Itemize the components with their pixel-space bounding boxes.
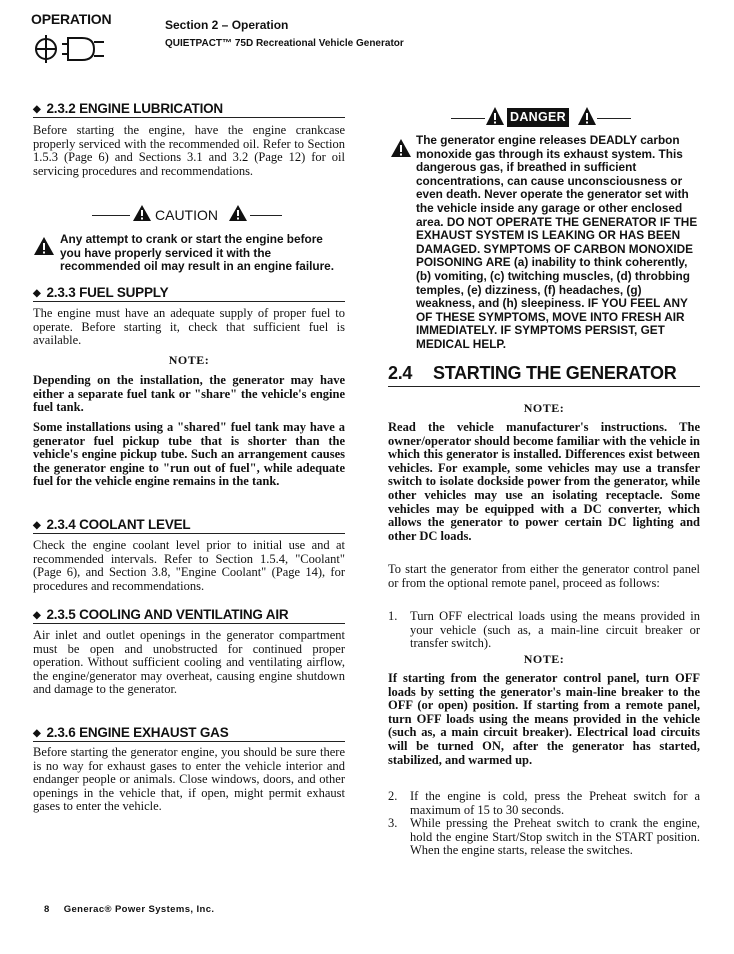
heading-cooling-air: ◆ 2.3.5 COOLING AND VENTILATING AIR <box>33 607 345 624</box>
diamond-bullet-icon: ◆ <box>33 520 41 531</box>
heading-fuel-supply: ◆ 2.3.3 FUEL SUPPLY <box>33 285 345 302</box>
start-note-label: NOTE: <box>523 401 565 415</box>
diamond-bullet-icon: ◆ <box>33 728 41 739</box>
heading-engine-lubrication: ◆ 2.3.2 ENGINE LUBRICATION <box>33 101 345 118</box>
caution-label: CAUTION <box>155 207 218 223</box>
caution-text: Any attempt to crank or start the engine before you have properly serviced it with the recommended oil may result in an engine failure. <box>60 232 335 274</box>
exhaust-gas-body: Before starting the generator engine, you should be sure there is no way for exhaust gases to enter the vehicle interior and endanger people or animals. Close windows, doors, and other openings in the vehicle that, if open, might permit exhaust gases to enter the vehicle. <box>33 745 345 814</box>
product-title: QUIETPACT™ 75D Recreational Vehicle Generator <box>165 38 404 49</box>
company-name: Generac® Power Systems, Inc. <box>63 904 215 915</box>
diamond-bullet-icon: ◆ <box>33 104 41 115</box>
coolant-level-body: Check the engine coolant level prior to initial use and at recommended intervals. Refer to Section 1.5.4, "Coolant" (Page 6), and Section 3.8, "Engine Coolant" (Page 14), for procedures and recommendations. <box>33 538 345 593</box>
danger-label: DANGER <box>507 108 569 127</box>
warning-triangle-icon <box>485 106 505 126</box>
page-footer <box>44 904 214 915</box>
heading-coolant-level: ◆ 2.3.4 COOLANT LEVEL <box>33 517 345 534</box>
cooling-air-body: Air inlet and outlet openings in the generator compartment must be open and unobstructed for continued proper operation. Without sufficient cooling and ventilating airflow, the engine/generator may overheat, causing engine shutdown and damage to the generator. <box>33 628 345 697</box>
heading-exhaust-gas: ◆ 2.3.6 ENGINE EXHAUST GAS <box>33 725 345 742</box>
warning-triangle-icon <box>228 204 248 222</box>
operation-label: OPERATION <box>31 11 112 27</box>
caution-banner <box>92 204 282 226</box>
danger-banner <box>451 104 631 130</box>
fuel-note-1: Depending on the installation, the generator may have either a separate fuel tank or "share" the vehicle's engine fuel tank. <box>33 373 345 415</box>
engine-start-icon <box>32 32 112 68</box>
fuel-supply-body: The engine must have an adequate supply of proper fuel to operate. Before starting it, check that sufficient fuel is available. <box>33 306 345 348</box>
section-title: Section 2 – Operation <box>165 18 289 32</box>
heading-starting-generator: 2.4 STARTING THE GENERATOR <box>388 363 700 387</box>
diamond-bullet-icon: ◆ <box>33 610 41 621</box>
start-note: Read the vehicle manufacturer's instructions. The owner/operator should become familiar with the vehicle in which this generator is installed. Differences exist between vehicles. For example, some vehicles may use a transfer switch to isolate dockside power from the generator, while other vehicles may use an isolating receptacle. Some vehicles may be equipped with a DC converter, which allows the generator to power certain DC lighting and other DC loads. <box>388 420 700 543</box>
engine-lubrication-body: Before starting the engine, have the engine crankcase properly serviced with the recommended oil. Refer to Section 1.5.3 (Page 6) and Sections 3.1 and 3.2 (Page 12) for oil servicing procedures and recommendations. <box>33 123 345 178</box>
fuel-note-2: Some installations using a "shared" fuel tank may have a generator fuel pickup tube that is shorter than the vehicle's engine pickup tube. Such an arrangement causes the generator engine to "run out of fuel", while adequate fuel for the vehicle engine remains in the tank. <box>33 420 345 489</box>
danger-text: The generator engine releases DEADLY carbon monoxide gas through its exhaust system. This dangerous gas, if breathed in sufficient concentrations, can cause unconsciousness or even death. Never operate the generator set with the vehicle inside any garage or other enclosed area. DO NOT OPERATE THE GENERATOR IF THE EXHAUST SYSTEM IS LEAKING OR HAS BEEN DAMAGED. SYMPTOMS OF CARBON MONOXIDE POISONING ARE (a) inability to think coherently, (b) vomiting, (c) twitching muscles, (d) throbbing temples, (e) dizziness, (f) headaches, (g) weakness, and (h) sleepiness. IF YOU FEEL ANY OF THESE SYMPTOMS, MOVE INTO FRESH AIR IMMEDIATELY. IF SYMPTOMS PERSIST, GET MEDICAL HELP. <box>416 133 698 351</box>
step-note-label: NOTE: <box>523 652 565 666</box>
page-number: 8 <box>44 904 50 915</box>
caution-triangle-icon <box>33 236 55 256</box>
manual-page: OPERATION Section 2 – Operation QUIETPACT™ 75D Recreational Vehicle Generator ◆ 2.3.2 ENGINE LUBRICATION Before starting the engine, have the engine crankcase properly serviced with the recommended oil. Refer to Section 1.5.3 (Page 6) and Sections 3.1 and 3.2 (Page 12) for oil servicing procedures and recommendations. CAUTION Any attempt to crank or start the engine before you have properly serviced it with the recommended oil may result in an engine failure. ◆ 2.3.3 FUEL SUPPLY The engine must have an adequate supply of proper fuel to operate. Before starting it, check that sufficient fuel is available. NOTE: Depending on the installation, the generator may have either a separate fuel tank or "share" the vehicle's engine fuel tank. Some installations using a "shared" fuel tank may have a generator fuel pickup tube that is shorter than the vehicle's engine pickup tube. Such an arrangement causes the generator engine to "run out of fuel", while adequate fuel for the vehicle engine remains in the tank. ◆ 2.3.4 COOLANT LEVEL Check the engine coolant level prior to initial use and at recommended intervals. Refer to Section 1.5.4, "Coolant" (Page 6), and Section 3.8, "Engine Coolant" (Page 14), for procedures and recommendations. ◆ 2.3.5 COOLING AND VENTILATING AIR Air inlet and outlet openings in the generator compartment must be open and unobstructed for continued proper operation. Without sufficient cooling and ventilating airflow, the engine/generator may overheat, causing engine shutdown and damage to the generator. ◆ 2.3.6 ENGINE EXHAUST GAS Before starting the generator engine, you should be sure there is no way for exhaust gases to enter the vehicle interior and endanger people or animals. Close windows, doors, and other openings in the vehicle that, if open, might permit exhaust gases to enter the vehicle. DANGER The generator engine releases DEADLY carbon monoxide gas through its exhaust system. This dangerous gas, if breathed in sufficient concentrations, can cause unconsciousness or even death. Never operate the generator set with the vehicle inside any garage or other enclosed area. DO NOT OPERATE THE GENERATOR IF THE EXHAUST SYSTEM IS LEAKING OR HAS BEEN DAMAGED. SYMPTOMS OF CARBON MONOXIDE POISONING ARE (a) inability to think coherently, (b) vomiting, (c) twitching muscles, (d) throbbing temples, (e) dizziness, (f) headaches, (g) weakness, and (h) sleepiness. IF YOU FEEL ANY OF THESE SYMPTOMS, MOVE INTO FRESH AIR IMMEDIATELY. IF SYMPTOMS PERSIST, GET MEDICAL HELP. 2.4 STARTING THE GENERATOR NOTE: Read the vehicle manufacturer's instructions. The owner/operator should become familiar with the vehicle in which this generator is installed. Differences exist between vehicles. For example, some vehicles may use a transfer switch to isolate dockside power from the generator, while other vehicles may use an isolating receptacle. Some vehicles may be equipped with a DC converter, which allows the generator to power certain DC lighting and other DC loads. To start the generator from either the generator control panel or from the optional remote panel, proceed as follows: 1. Turn OFF electrical loads using the means provided in your vehicle (such as, a main-line circuit breaker or transfer switch). NOTE: If starting from the generator control panel, turn OFF loads by setting the generator's main-line breaker to the OFF (or open) position. If starting from a remote panel, turn OFF loads using the means provided in the vehicle (such as, a main circuit breaker). Electrical load circuits will be turned ON, after the generator has started, stabilized, and warmed up. 2. If the engine is cold, press the Preheat switch for a maximum of 15 to 30 seconds. 3. While pressing the Preheat switch to crank the engine, hold the engine Start/Stop switch in the START position. When the engine starts, release the switches. 8 Generac® Power Systems, Inc. <box>31 11 700 915</box>
start-intro: To start the generator from either the generator control panel or from the optional remote panel, proceed as follows: <box>388 562 700 590</box>
diamond-bullet-icon: ◆ <box>33 288 41 299</box>
warning-triangle-icon <box>577 106 597 126</box>
danger-triangle-icon <box>390 138 412 158</box>
step-note: If starting from the generator control panel, turn OFF loads by setting the generator's main-line breaker to the OFF (or open) position. If starting from a remote panel, turn OFF loads using the means provided in the vehicle (such as, a main circuit breaker). Electrical load circuits will be turned ON, after the generator has started, stabilized, and warmed up. <box>388 671 700 767</box>
warning-triangle-icon <box>132 204 152 222</box>
fuel-note-label: NOTE: <box>168 353 210 367</box>
